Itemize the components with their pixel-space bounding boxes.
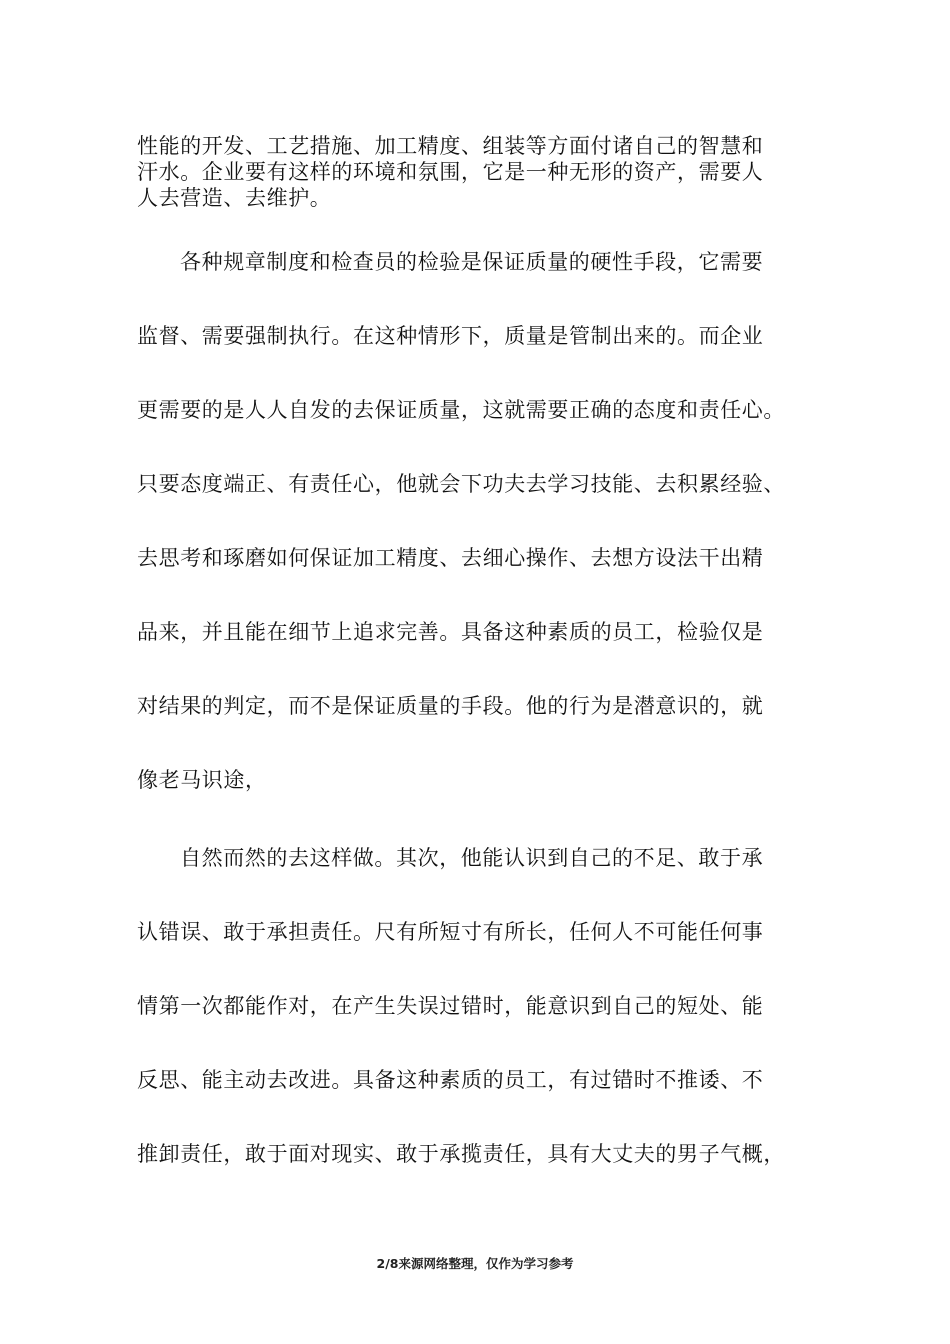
paragraph-2-line-7: 对结果的判定，而不是保证质量的手段。他的行为是潜意识的，就	[137, 694, 764, 718]
paragraph-2-line-6: 品来，并且能在细节上追求完善。具备这种素质的员工，检验仅是	[137, 620, 764, 644]
paragraph-1-line-2: 汗水。企业要有这样的环境和氛围，它是一种无形的资产，需要人	[137, 160, 764, 184]
paragraph-3-line-2: 认错误、敢于承担责任。尺有所短寸有所长，任何人不可能任何事	[137, 920, 764, 944]
paragraph-2-line-8: 像老马识途，	[137, 768, 267, 792]
paragraph-2-line-5: 去思考和琢磨如何保证加工精度、去细心操作、去想方设法干出精	[137, 546, 764, 570]
paragraph-3-line-1: 自然而然的去这样做。其次，他能认识到自己的不足、敢于承	[180, 846, 764, 870]
paragraph-2-line-1: 各种规章制度和检查员的检验是保证质量的硬性手段，它需要	[180, 250, 764, 274]
paragraph-3-line-4: 反思、能主动去改进。具备这种素质的员工，有过错时不推诿、不	[137, 1068, 764, 1092]
paragraph-2-line-2: 监督、需要强制执行。在这种情形下，质量是管制出来的。而企业	[137, 324, 764, 348]
paragraph-3-line-5: 推卸责任，敢于面对现实、敢于承揽责任，具有大丈夫的男子气概，	[137, 1142, 785, 1166]
paragraph-3-line-3: 情第一次都能作对，在产生失误过错时，能意识到自己的短处、能	[137, 994, 764, 1018]
paragraph-2-line-3: 更需要的是人人自发的去保证质量，这就需要正确的态度和责任心。	[137, 398, 785, 422]
paragraph-1-line-1: 性能的开发、工艺措施、加工精度、组装等方面付诸自己的智慧和	[137, 134, 764, 158]
paragraph-2-line-4: 只要态度端正、有责任心，他就会下功夫去学习技能、去积累经验、	[137, 472, 785, 496]
page-footer: 2/8来源网络整理，仅作为学习参考	[376, 1256, 574, 1271]
paragraph-1-line-3: 人去营造、去维护。	[137, 186, 332, 210]
